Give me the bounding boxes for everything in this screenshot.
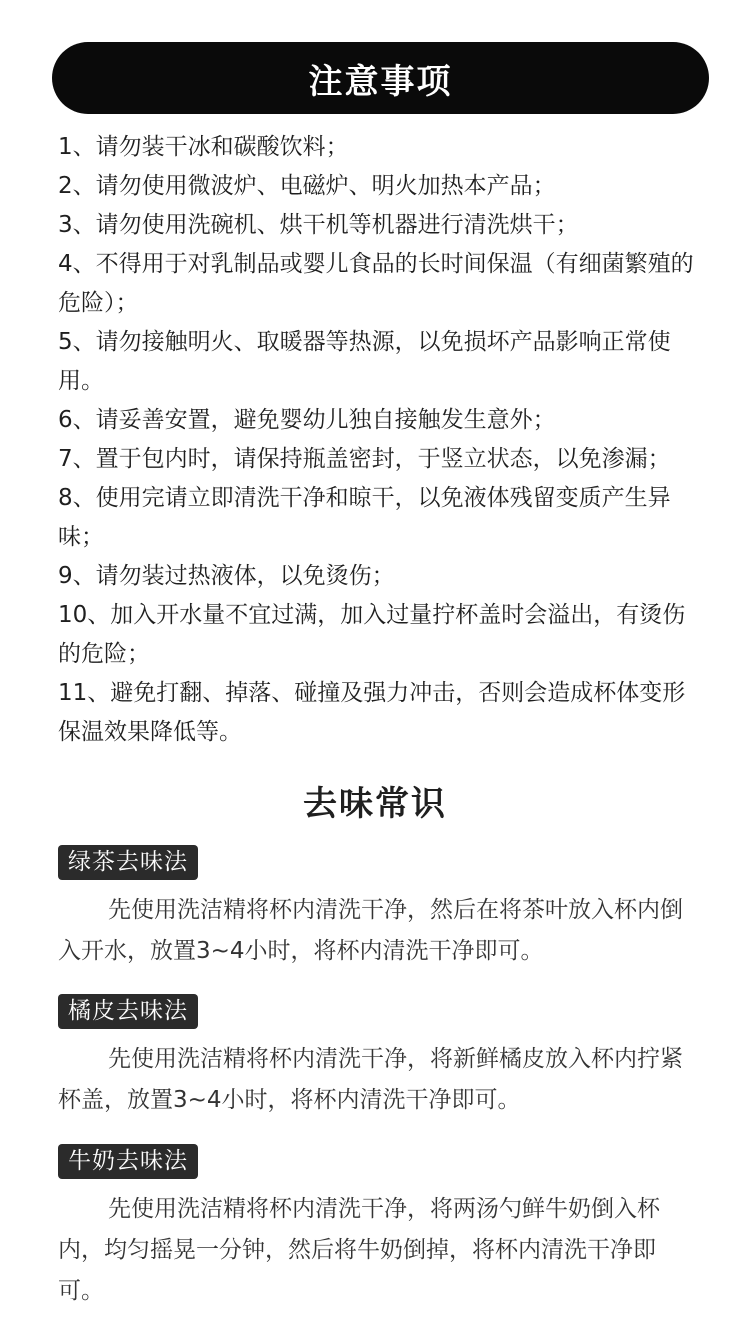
- method-orange-peel: [58, 994, 688, 1121]
- notice-item: 1、请勿装干冰和碳酸饮料；: [58, 134, 349, 160]
- deodorize-heading: 去味常识: [303, 784, 447, 824]
- notice-item: 8、使用完请立即清洗干净和晾干，以免液体残留变质产生异味；: [58, 485, 671, 550]
- notice-item: 3、请勿使用洗碗机、烘干机等机器进行清洗烘干；: [58, 212, 579, 238]
- method-label: 牛奶去味法: [58, 1144, 198, 1179]
- notice-list: [58, 128, 708, 752]
- notice-item: 11、避免打翻、掉落、碰撞及强力冲击，否则会造成杯体变形保温效果降低等。: [58, 680, 686, 745]
- method-label: 绿茶去味法: [58, 845, 198, 880]
- notice-banner: [52, 42, 709, 114]
- notice-item: 6、请妥善安置，避免婴幼儿独自接触发生意外；: [58, 407, 556, 433]
- notice-item: 7、置于包内时，请保持瓶盖密封，于竖立状态，以免渗漏；: [58, 446, 671, 472]
- method-text: 先使用洗洁精将杯内清洗干净，然后在将茶叶放入杯内倒入开水，放置3~4小时，将杯内清洗干净即可。: [58, 897, 683, 964]
- notice-item: 2、请勿使用微波炉、电磁炉、明火加热本产品；: [58, 173, 556, 199]
- method-label: 橘皮去味法: [58, 994, 198, 1029]
- notice-item: 10、加入开水量不宜过满，加入过量拧杯盖时会溢出，有烫伤的危险；: [58, 602, 686, 667]
- notice-title: 注意事项: [308, 61, 453, 102]
- method-milk: [58, 1144, 688, 1312]
- method-text: 先使用洗洁精将杯内清洗干净，将新鲜橘皮放入杯内拧紧杯盖，放置3~4小时，将杯内清洗干净即可。: [58, 1046, 683, 1113]
- notice-item: 9、请勿装过热液体，以免烫伤；: [58, 563, 395, 589]
- method-green-tea: [58, 845, 688, 972]
- method-text: 先使用洗洁精将杯内清洗干净，将两汤勺鲜牛奶倒入杯内，均匀摇晃一分钟，然后将牛奶倒掉，将杯内清洗干净即可。: [58, 1196, 660, 1304]
- notice-item: 5、请勿接触明火、取暖器等热源，以免损坏产品影响正常使用。: [58, 329, 671, 394]
- notice-item: 4、不得用于对乳制品或婴儿食品的长时间保温（有细菌繁殖的危险）；: [58, 251, 694, 316]
